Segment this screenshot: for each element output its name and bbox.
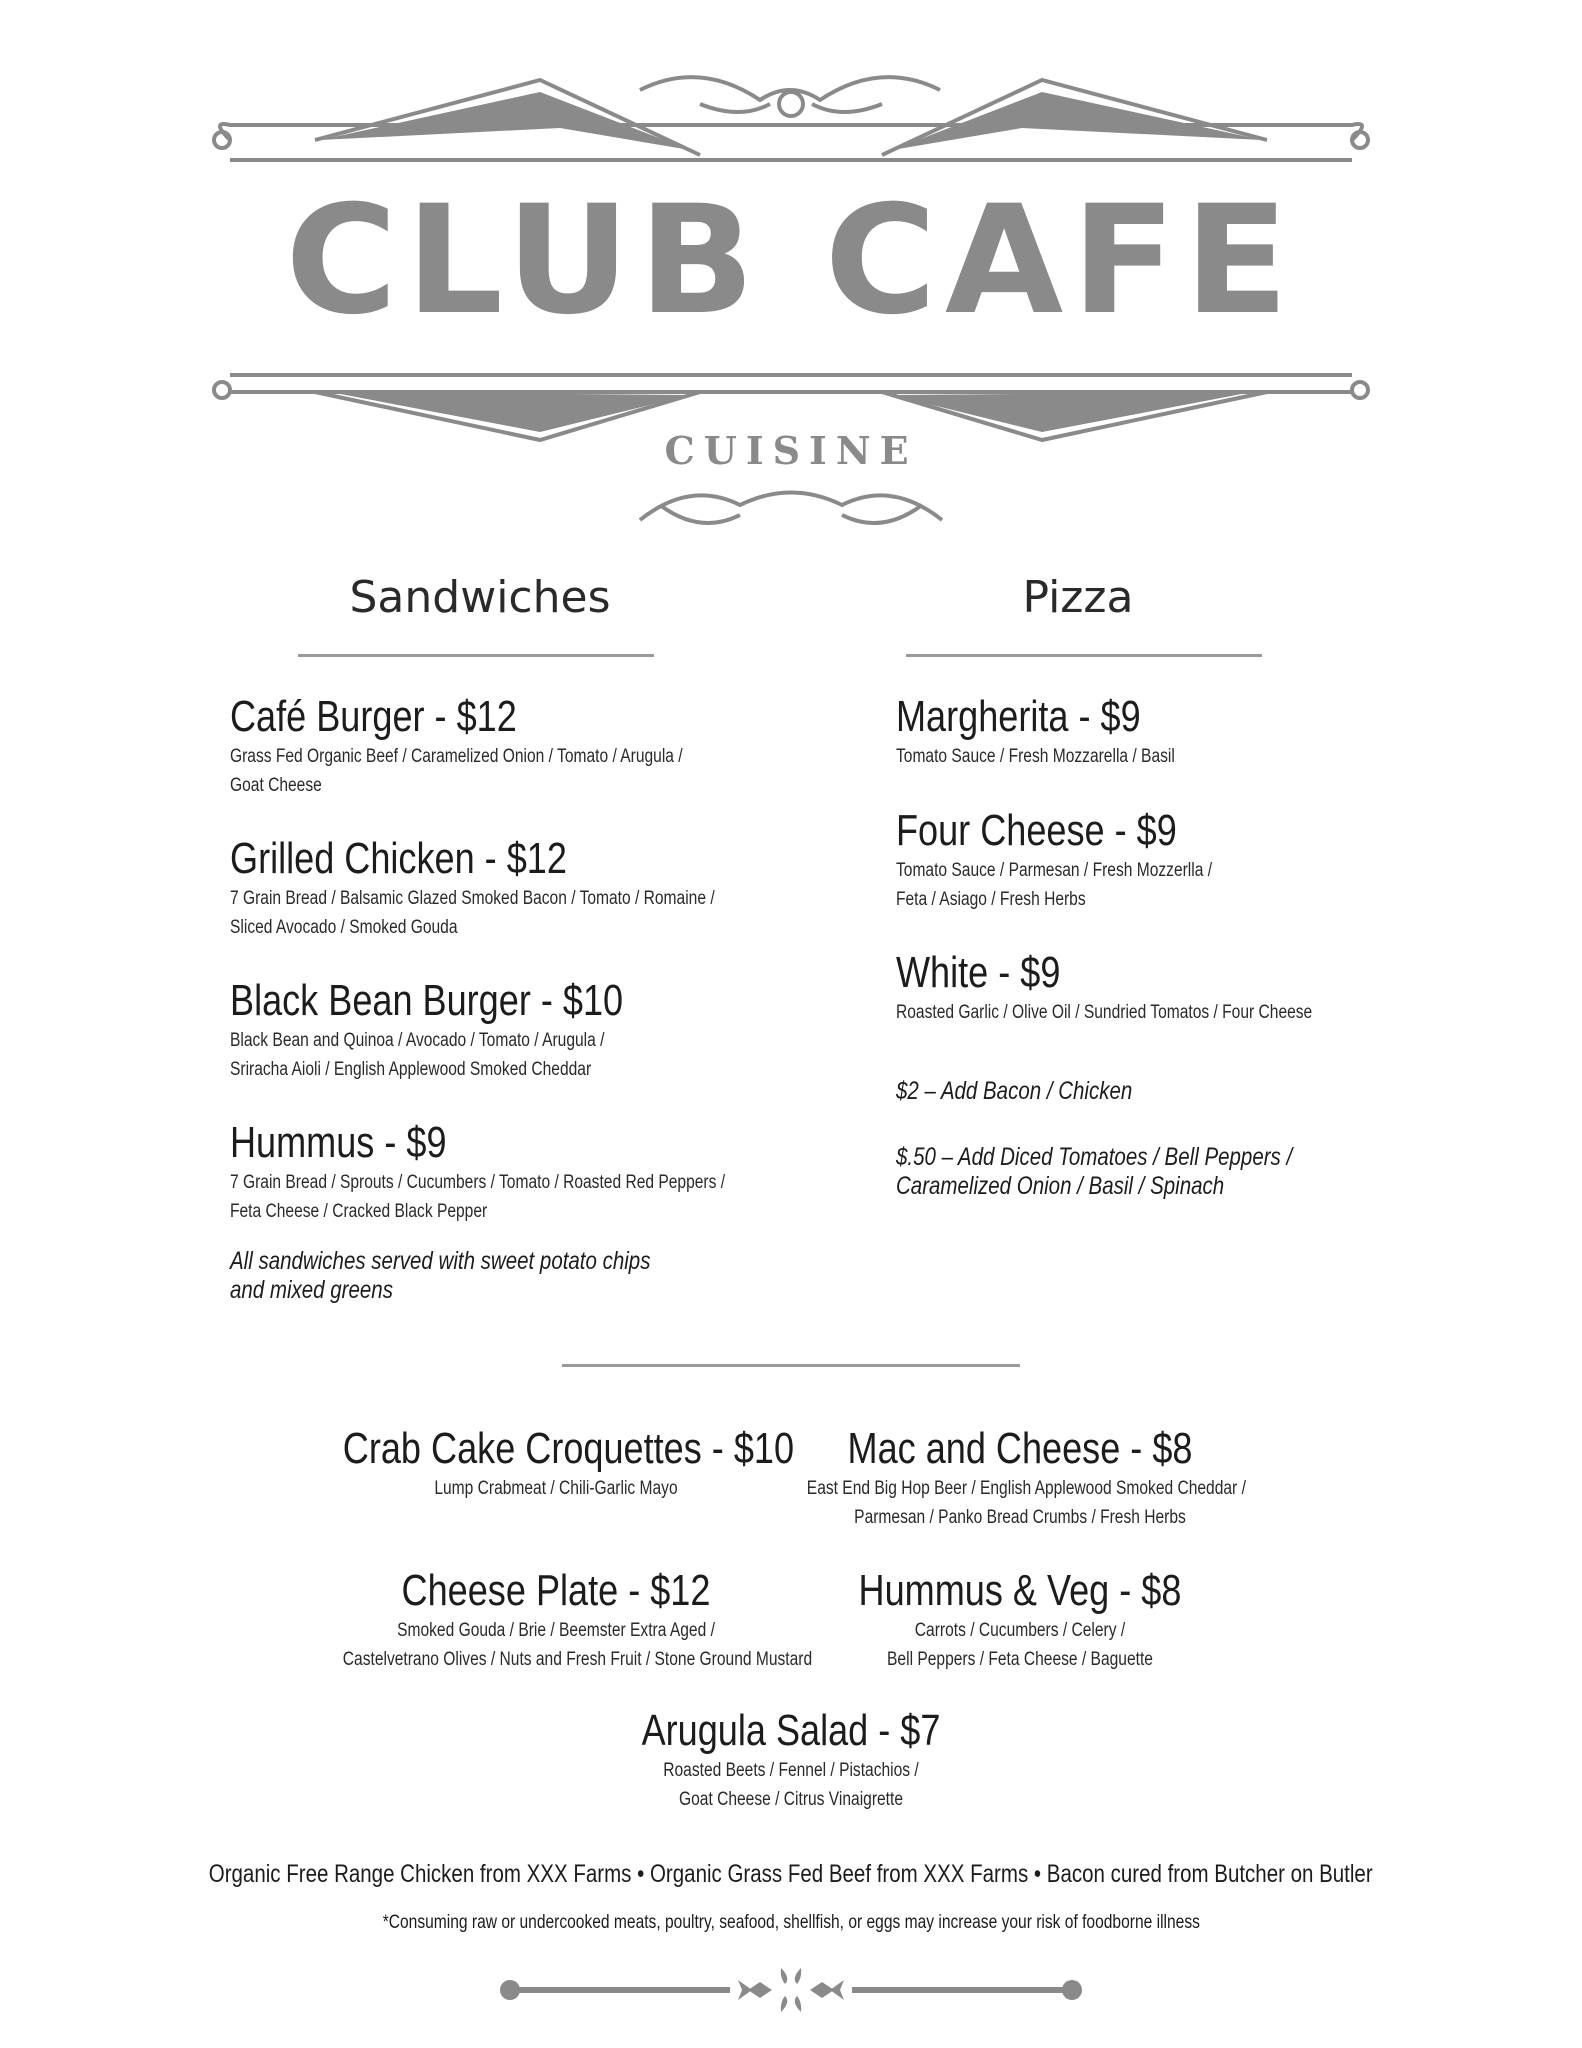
pizza-addon: Caramelized Onion / Basil / Spinach bbox=[896, 1172, 1225, 1200]
item-desc: Lump Crabmeat / Chili-Garlic Mayo bbox=[434, 1478, 678, 1499]
foodborne-warning bbox=[0, 1912, 1582, 1934]
menu-item-cheese-plate bbox=[296, 1566, 816, 1674]
sourcing-text: Organic Free Range Chicken from XXX Farms • Organic Grass Fed Beef from XXX Farms • Bacon cured from Butcher on Butler bbox=[209, 1860, 1373, 1888]
item-title: White - $9 bbox=[896, 948, 1061, 997]
pizza-addon: $2 – Add Bacon / Chicken bbox=[896, 1077, 1133, 1105]
sandwiches-note: and mixed greens bbox=[230, 1276, 393, 1304]
item-title: Mac and Cheese - $8 bbox=[847, 1424, 1193, 1473]
item-desc: Tomato Sauce / Parmesan / Fresh Mozzerlla / bbox=[896, 860, 1213, 881]
item-desc: Sriracha Aioli / English Applewood Smoked Cheddar bbox=[230, 1059, 592, 1080]
item-desc: 7 Grain Bread / Balsamic Glazed Smoked Bacon / Tomato / Romaine / bbox=[230, 888, 715, 909]
menu-item-grilled-chicken bbox=[230, 834, 821, 942]
item-desc: Goat Cheese / Citrus Vinaigrette bbox=[678, 1789, 904, 1810]
menu-item-arugula-salad bbox=[531, 1706, 1051, 1814]
pizza-heading: Pizza bbox=[1022, 572, 1134, 623]
cuisine-subtitle: CUISINE bbox=[664, 428, 918, 473]
item-desc: Bell Peppers / Feta Cheese / Baguette bbox=[887, 1649, 1153, 1670]
pizza-addon: $.50 – Add Diced Tomatoes / Bell Peppers / bbox=[896, 1143, 1293, 1171]
warning-text: *Consuming raw or undercooked meats, poultry, seafood, shellfish, or eggs may increase your risk of foodborne illness bbox=[382, 1912, 1200, 1933]
item-desc: Feta / Asiago / Fresh Herbs bbox=[896, 889, 1086, 910]
item-desc: 7 Grain Bread / Sprouts / Cucumbers / Tomato / Roasted Red Peppers / bbox=[230, 1172, 726, 1193]
item-title: Café Burger - $12 bbox=[230, 692, 517, 741]
sourcing-note bbox=[0, 1860, 1582, 1889]
menu-item-white bbox=[896, 948, 1404, 1027]
item-desc: Sliced Avocado / Smoked Gouda bbox=[230, 917, 458, 938]
item-title: Crab Cake Croquettes - $10 bbox=[342, 1424, 795, 1473]
menu-item-black-bean-burger bbox=[230, 976, 709, 1084]
item-title: Four Cheese - $9 bbox=[896, 806, 1177, 855]
item-desc: Carrots / Cucumbers / Celery / bbox=[914, 1620, 1126, 1641]
menu-item-hummus-veg bbox=[760, 1566, 1280, 1674]
item-title: Cheese Plate - $12 bbox=[401, 1566, 711, 1615]
item-title: Hummus - $9 bbox=[230, 1118, 447, 1167]
item-desc: Feta Cheese / Cracked Black Pepper bbox=[230, 1201, 488, 1222]
item-desc: Roasted Beets / Fennel / Pistachios / bbox=[663, 1760, 919, 1781]
menu-item-four-cheese bbox=[896, 806, 1281, 914]
item-desc: Grass Fed Organic Beef / Caramelized Onion / Tomato / Arugula / bbox=[230, 746, 683, 767]
menu-item-crab-cake bbox=[296, 1424, 816, 1503]
item-desc: Roasted Garlic / Olive Oil / Sundried Tomatos / Four Cheese bbox=[896, 1002, 1313, 1023]
item-desc: Smoked Gouda / Brie / Beemster Extra Aged / bbox=[397, 1620, 715, 1641]
sandwiches-heading: Sandwiches bbox=[349, 572, 611, 623]
item-desc: Tomato Sauce / Fresh Mozzarella / Basil bbox=[896, 746, 1175, 767]
item-desc: Parmesan / Panko Bread Crumbs / Fresh Herbs bbox=[854, 1507, 1186, 1528]
item-desc: Goat Cheese bbox=[230, 775, 322, 796]
menu-item-mac-and-cheese bbox=[760, 1424, 1280, 1532]
menu-item-cafe-burger bbox=[230, 692, 782, 800]
item-desc: East End Big Hop Beer / English Applewood Smoked Cheddar / bbox=[806, 1478, 1246, 1499]
item-desc: Black Bean and Quinoa / Avocado / Tomato / Arugula / bbox=[230, 1030, 605, 1051]
pizza-divider bbox=[906, 654, 1262, 657]
section-divider bbox=[562, 1364, 1020, 1367]
sandwiches-note: All sandwiches served with sweet potato chips bbox=[230, 1247, 651, 1275]
cafe-logo-wordmark: CLUB CAFE bbox=[285, 174, 1297, 348]
item-title: Black Bean Burger - $10 bbox=[230, 976, 624, 1025]
footer-ornament bbox=[480, 1960, 1102, 2020]
menu-item-hummus bbox=[230, 1118, 834, 1226]
item-desc: Castelvetrano Olives / Nuts and Fresh Fruit / Stone Ground Mustard bbox=[342, 1649, 813, 1670]
item-title: Arugula Salad - $7 bbox=[641, 1706, 941, 1755]
item-title: Hummus & Veg - $8 bbox=[858, 1566, 1182, 1615]
item-title: Grilled Chicken - $12 bbox=[230, 834, 567, 883]
sandwiches-divider bbox=[298, 654, 654, 657]
item-title: Margherita - $9 bbox=[896, 692, 1141, 741]
menu-item-margherita bbox=[896, 692, 1236, 771]
